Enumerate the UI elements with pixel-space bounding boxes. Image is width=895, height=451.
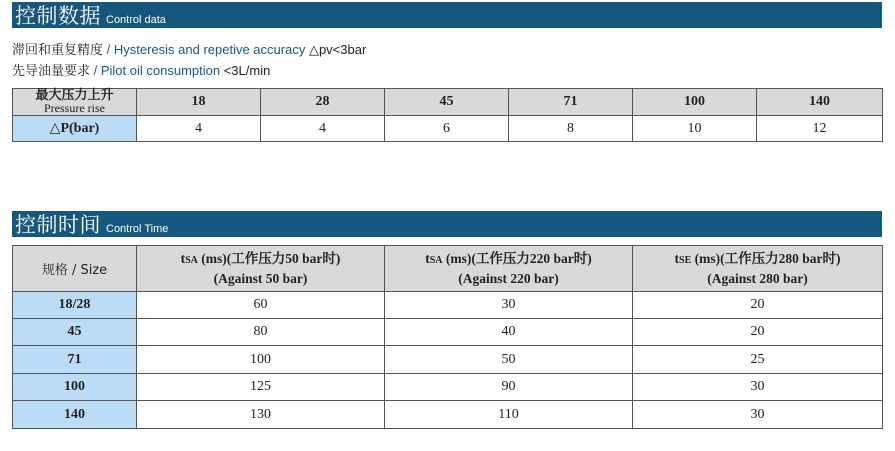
pilot-oil-line (12, 63, 270, 79)
control-time-header (12, 211, 882, 237)
time-col-header-line2: (Against 50 bar) (213, 270, 308, 286)
size-cell: 45 (13, 319, 137, 346)
size-col-header: 45 (385, 89, 509, 116)
control-data-title-cn: 控制数据 (15, 4, 101, 28)
pilot-oil-value: <3L/min (220, 63, 271, 78)
pilot-oil-cn: 先导油量要求 (12, 63, 91, 78)
hysteresis-en: Hysteresis and repetive accuracy (113, 42, 306, 57)
time-value: 30 (633, 401, 883, 429)
pressure-rise-value: 4 (137, 116, 261, 142)
time-value: 30 (633, 374, 883, 401)
time-value: 130 (137, 401, 385, 429)
control-time-table (12, 245, 883, 429)
time-value: 25 (633, 346, 883, 374)
time-value: 90 (385, 374, 633, 401)
size-cell: 18/28 (13, 292, 137, 319)
pressure-rise-table (12, 88, 883, 142)
pressure-rise-value: 6 (385, 116, 509, 142)
time-value: 110 (385, 401, 633, 429)
pressure-rise-label-en: Pressure rise (44, 101, 105, 115)
time-col-header (385, 246, 633, 292)
time-col-header (137, 246, 385, 292)
size-col-header: 71 (509, 89, 633, 116)
size-col-header: 28 (261, 89, 385, 116)
hysteresis-sep: / (103, 42, 114, 57)
time-col-header-line1: tSA (ms)(工作压力220 bar时) (425, 250, 592, 266)
time-value: 80 (137, 319, 385, 346)
pressure-rise-value-row (13, 116, 883, 142)
size-col-header: 140 (757, 89, 883, 116)
time-col-header-line1: tSA (ms)(工作压力50 bar时) (180, 250, 341, 266)
time-col-header-line2: (Against 220 bar) (458, 270, 559, 286)
time-value: 60 (137, 292, 385, 319)
table-row (13, 401, 883, 429)
pressure-rise-header-cell (13, 89, 137, 116)
size-header-label: 规格 / Size (41, 262, 108, 278)
control-time-title-en: Control Time (106, 223, 169, 235)
control-data-header (12, 2, 882, 28)
hysteresis-value: △pv<3bar (305, 42, 367, 57)
pressure-rise-value: 10 (633, 116, 757, 142)
time-value: 50 (385, 346, 633, 374)
time-col-header-line1: tSE (ms)(工作压力280 bar时) (674, 250, 841, 266)
hysteresis-cn: 滞回和重复精度 (12, 42, 104, 57)
time-value: 30 (385, 292, 633, 319)
pilot-oil-en: Pilot oil consumption (100, 63, 221, 78)
size-cell: 71 (13, 346, 137, 374)
time-value: 100 (137, 346, 385, 374)
table-row (13, 374, 883, 401)
size-cell: 140 (13, 401, 137, 429)
control-time-title-cn: 控制时间 (15, 213, 101, 237)
time-col-header-line2: (Against 280 bar) (707, 270, 808, 286)
size-cell: 100 (13, 374, 137, 401)
control-time-header-row (13, 246, 883, 292)
control-data-title-en: Control data (106, 14, 166, 26)
pilot-oil-sep: / (90, 63, 101, 78)
size-header (13, 246, 137, 292)
table-row (13, 319, 883, 346)
time-value: 125 (137, 374, 385, 401)
table-row (13, 346, 883, 374)
pressure-rise-value: 4 (261, 116, 385, 142)
hysteresis-line (12, 42, 366, 58)
time-value: 20 (633, 292, 883, 319)
delta-p-label: △P(bar) (13, 116, 137, 142)
size-col-header: 100 (633, 89, 757, 116)
pressure-rise-value: 12 (757, 116, 883, 142)
size-col-header: 18 (137, 89, 261, 116)
pressure-rise-value: 8 (509, 116, 633, 142)
pressure-rise-label-cn: 最大压力上升 (35, 88, 114, 103)
time-value: 40 (385, 319, 633, 346)
pressure-rise-header-row (13, 89, 883, 116)
table-row (13, 292, 883, 319)
time-value: 20 (633, 319, 883, 346)
time-col-header (633, 246, 883, 292)
